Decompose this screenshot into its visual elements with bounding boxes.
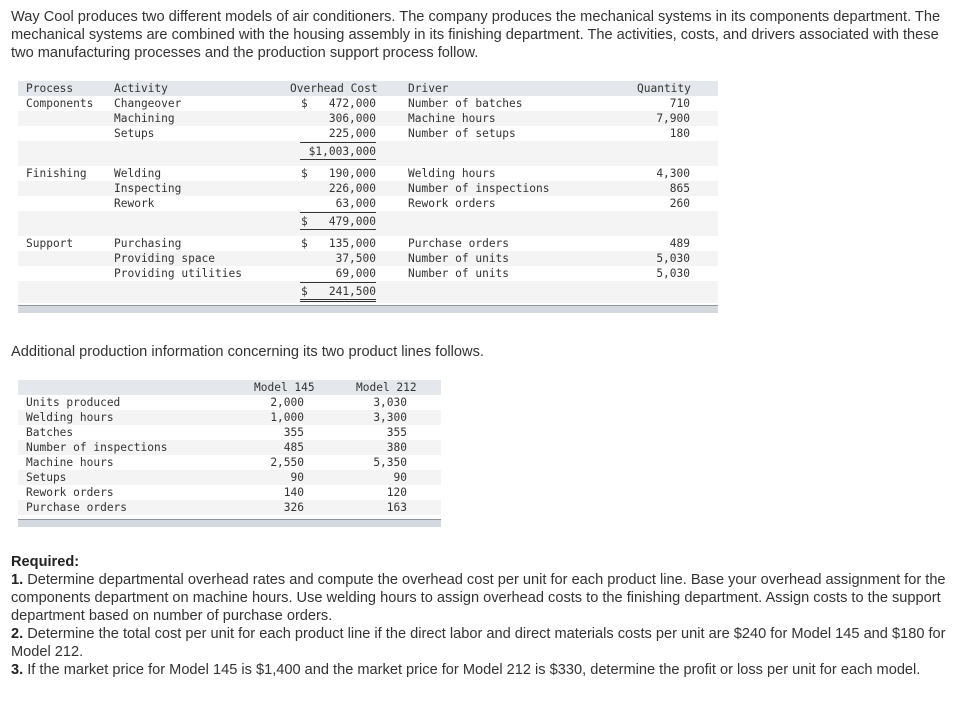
table-row [18, 236, 718, 251]
cost-cell: 225,000 [328, 127, 376, 140]
header-quantity: Quantity [637, 82, 691, 95]
table-row [18, 425, 441, 440]
row-label: Units produced [26, 396, 121, 409]
required-item-1 [11, 571, 946, 625]
process-label: Support [26, 237, 74, 250]
table-row [18, 266, 718, 281]
driver-cell: Rework orders [408, 197, 496, 210]
activity-cell: Welding [114, 167, 162, 180]
driver-cell: Purchase orders [408, 237, 510, 250]
driver-cell: Welding hours [408, 167, 496, 180]
activity-cost-table [18, 81, 718, 313]
model-145-value: 355 [283, 426, 304, 439]
quantity-cell: 5,030 [656, 252, 690, 265]
header-activity: Activity [114, 82, 168, 95]
subtotal-row [18, 281, 718, 303]
model-145-value: 1,000 [270, 411, 304, 424]
cost-cell: 190,000 [328, 167, 376, 180]
table-row [18, 251, 718, 266]
quantity-cell: 4,300 [656, 167, 690, 180]
activity-cell: Setups [114, 127, 155, 140]
dollar-sign: $ [301, 237, 308, 250]
model-145-value: 2,550 [270, 456, 304, 469]
underline [300, 282, 376, 283]
cost-cell: 226,000 [328, 182, 376, 195]
table-row [18, 196, 718, 211]
activity-cell: Machining [114, 112, 175, 125]
activity-cell: Inspecting [114, 182, 182, 195]
model-212-value: 163 [386, 501, 407, 514]
required-title: Required: [11, 554, 80, 570]
row-label: Number of inspections [26, 441, 168, 454]
table-footer-bar [18, 519, 441, 527]
row-label: Purchase orders [26, 501, 128, 514]
model-145-value: 2,000 [270, 396, 304, 409]
model-212-value: 380 [386, 441, 407, 454]
required-item-2 [11, 625, 946, 661]
double-underline [300, 299, 376, 302]
quantity-cell: 865 [669, 182, 690, 195]
driver-cell: Number of units [408, 252, 510, 265]
header-model-212: Model 212 [356, 381, 417, 394]
quantity-cell: 489 [669, 237, 690, 250]
header-process: Process [26, 82, 74, 95]
activity-cell: Providing space [114, 252, 216, 265]
dollar-sign: $ [301, 167, 308, 180]
activity-cell: Purchasing [114, 237, 182, 250]
underline [300, 212, 376, 213]
driver-cell: Number of inspections [408, 182, 550, 195]
cost-cell: 69,000 [335, 267, 376, 280]
dollar-sign: $ [301, 285, 308, 298]
quantity-cell: 7,900 [656, 112, 690, 125]
driver-cell: Number of units [408, 267, 510, 280]
quantity-cell: 260 [669, 197, 690, 210]
subtotal-cost: $1,003,000 [308, 145, 376, 158]
cost-cell: 37,500 [335, 252, 376, 265]
intro-paragraph: Way Cool produces two different models of air conditioners. The company produces the mechanical systems in its components department. The mechanical systems are combined with the housing assembly in its finishing department. The activities, costs, and drivers associated with these two manufacturing processes and the production support process follow. [11, 9, 941, 61]
subtotal-row [18, 211, 718, 231]
table-row [18, 111, 718, 126]
cost-cell: 306,000 [328, 112, 376, 125]
subtotal-row [18, 141, 718, 161]
underline [300, 142, 376, 143]
table-header-row [18, 81, 718, 96]
additional-info-text: Additional production information concerning its two product lines follows. [11, 344, 484, 360]
model-145-value: 90 [290, 471, 304, 484]
table-row [18, 395, 441, 410]
model-212-value: 3,030 [373, 396, 407, 409]
model-145-value: 326 [283, 501, 304, 514]
table-row [18, 455, 441, 470]
required-item-3 [11, 661, 946, 679]
model-212-value: 355 [386, 426, 407, 439]
activity-cell: Providing utilities [114, 267, 242, 280]
activity-cell: Rework [114, 197, 155, 210]
model-145-value: 485 [283, 441, 304, 454]
dollar-sign: $ [301, 97, 308, 110]
driver-cell: Number of batches [408, 97, 523, 110]
model-212-value: 3,300 [373, 411, 407, 424]
table-row [18, 166, 718, 181]
item-text: Determine the total cost per unit for each product line if the direct labor and direct materials costs per unit are $240 for Model 145 and $180 for Model 212. [11, 626, 946, 660]
quantity-cell: 5,030 [656, 267, 690, 280]
row-label: Rework orders [26, 486, 114, 499]
row-label: Welding hours [26, 411, 114, 424]
dollar-sign: $ [301, 215, 308, 228]
product-info-table [18, 380, 441, 527]
item-number: 3. [11, 662, 24, 678]
header-overhead-cost: Overhead Cost [290, 82, 378, 95]
item-number: 1. [11, 572, 24, 588]
model-212-value: 120 [386, 486, 407, 499]
item-text: Determine departmental overhead rates and compute the overhead cost per unit for each product line. Base your overhead assignment for the components department on machine hours. Use welding hours to assign overhead costs to the finishing department. Assign costs to the support department based on number of purchase orders. [11, 572, 946, 624]
quantity-cell: 710 [669, 97, 690, 110]
model-212-value: 5,350 [373, 456, 407, 469]
header-driver: Driver [408, 82, 449, 95]
table-row [18, 485, 441, 500]
activity-cell: Changeover [114, 97, 182, 110]
model-145-value: 140 [283, 486, 304, 499]
table-footer-bar [18, 305, 718, 313]
table-row [18, 96, 718, 111]
table-row [18, 470, 441, 485]
table-row [18, 440, 441, 455]
cost-cell: 63,000 [335, 197, 376, 210]
model-212-value: 90 [393, 471, 407, 484]
driver-cell: Number of setups [408, 127, 516, 140]
process-label: Components [26, 97, 94, 110]
cost-cell: 472,000 [328, 97, 376, 110]
table-row [18, 126, 718, 141]
cost-cell: 135,000 [328, 237, 376, 250]
header-model-145: Model 145 [254, 381, 315, 394]
item-text: If the market price for Model 145 is $1,400 and the market price for Model 212 is $330, determine the profit or loss per unit for each model. [23, 662, 921, 678]
process-label: Finishing [26, 167, 87, 180]
item-number: 2. [11, 626, 24, 642]
row-label: Batches [26, 426, 74, 439]
table-row [18, 500, 441, 515]
required-section [11, 553, 946, 679]
subtotal-cost: 241,500 [328, 285, 376, 298]
row-label: Setups [26, 471, 67, 484]
row-label: Machine hours [26, 456, 114, 469]
table-header-row [18, 380, 441, 395]
table-row [18, 181, 718, 196]
quantity-cell: 180 [669, 127, 690, 140]
table-row [18, 410, 441, 425]
driver-cell: Machine hours [408, 112, 496, 125]
subtotal-cost: 479,000 [328, 215, 376, 228]
